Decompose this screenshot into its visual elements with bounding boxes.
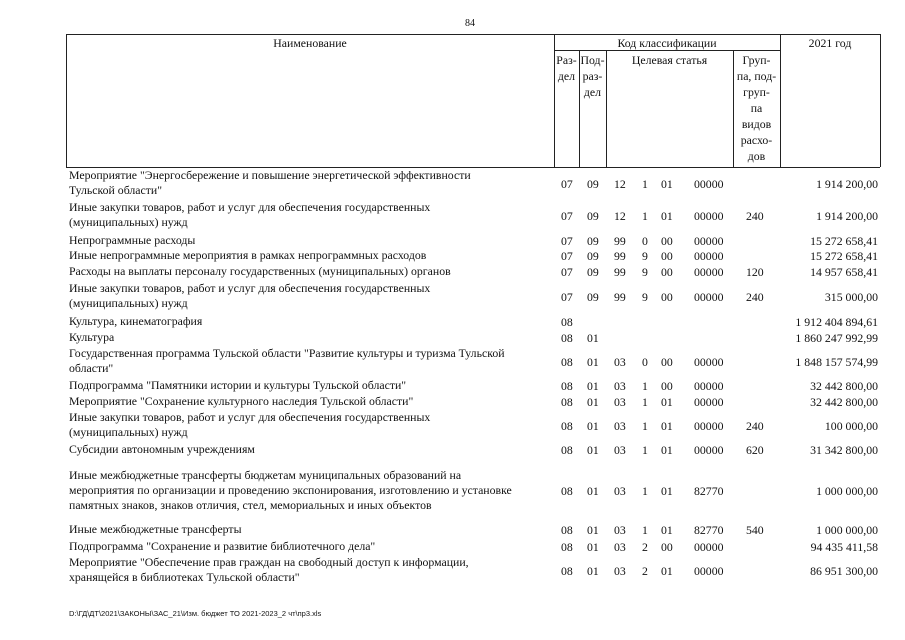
code-p: 01	[587, 484, 599, 498]
code-r: 08	[561, 315, 573, 329]
code-c2: 2	[642, 563, 648, 578]
code-c3: 01	[661, 418, 673, 433]
code-p: 01	[587, 331, 599, 345]
row-name	[69, 468, 555, 513]
code-c3: 00	[661, 289, 673, 304]
code-r: 07	[561, 234, 573, 248]
code-p: 01	[587, 379, 599, 393]
header-celevaya: Целевая статья	[631, 53, 708, 67]
code-c1: 03	[614, 484, 626, 498]
row-name	[69, 394, 555, 409]
code-r: 08	[561, 484, 573, 498]
code-c4: 00000	[694, 540, 724, 554]
row-amount: 1 000 000,00	[816, 484, 878, 498]
code-c2: 0	[642, 234, 648, 248]
row-amount: 14 957 658,41	[810, 265, 878, 279]
row-amount: 1 912 404 894,61	[795, 315, 878, 329]
code-p: 01	[587, 443, 599, 457]
code-c1: 12	[614, 208, 626, 223]
row-name-line: Мероприятие "Обеспечение прав граждан на свободный доступ к информации,	[69, 555, 469, 569]
row-name-line: хранящейся в библиотеках Тульской области"	[69, 570, 300, 584]
code-c2: 1	[642, 484, 648, 498]
code-r: 08	[561, 523, 573, 537]
code-r: 08	[561, 540, 573, 554]
row-amount: 315 000,00	[824, 289, 878, 304]
row-name-line: Тульской области"	[69, 183, 163, 197]
row-amount: 94 435 411,58	[810, 540, 878, 554]
row-name-line: Иные закупки товаров, работ и услуг для обеспечения государственных	[69, 200, 431, 214]
code-r: 07	[561, 249, 573, 263]
code-c3: 01	[661, 484, 673, 498]
row-name	[69, 330, 555, 345]
header-gruppa: Груп- па, под- груп- па видов расхо- дов	[736, 53, 777, 163]
code-g: 540	[746, 523, 764, 537]
code-r: 07	[561, 265, 573, 279]
code-c4: 00000	[694, 395, 724, 409]
code-c4: 00000	[694, 208, 724, 223]
code-r: 08	[561, 418, 573, 433]
code-c2: 1	[642, 379, 648, 393]
row-name	[69, 200, 555, 230]
row-name	[69, 410, 555, 440]
code-c3: 01	[661, 395, 673, 409]
row-amount: 1 860 247 992,99	[795, 331, 878, 345]
row-name	[69, 248, 555, 263]
row-name-line: области"	[69, 361, 114, 375]
code-c1: 03	[614, 418, 626, 433]
code-g: 240	[746, 289, 764, 304]
code-c1: 03	[614, 395, 626, 409]
code-r: 07	[561, 289, 573, 304]
header-razdel: Раз- дел	[556, 53, 577, 83]
code-c2: 0	[642, 354, 648, 369]
header-right-line	[880, 34, 881, 167]
row-name-line: Иные межбюджетные трансферты бюджетам муниципальных образований на	[69, 468, 462, 482]
code-c3: 00	[661, 540, 673, 554]
row-name-line: Иные закупки товаров, работ и услуг для обеспечения государственных	[69, 281, 431, 295]
header-classification: Код классификации	[617, 36, 717, 50]
row-name	[69, 442, 555, 457]
code-c3: 00	[661, 379, 673, 393]
code-c3: 00	[661, 265, 673, 279]
row-name-line: Иные непрограммные мероприятия в рамках непрограммных расходов	[69, 248, 427, 262]
code-c2: 2	[642, 540, 648, 554]
code-c4: 00000	[694, 379, 724, 393]
code-c3: 01	[661, 208, 673, 223]
code-r: 07	[561, 176, 573, 191]
code-c3: 01	[661, 563, 673, 578]
code-r: 08	[561, 443, 573, 457]
code-g: 120	[746, 265, 764, 279]
code-p: 09	[587, 234, 599, 248]
code-p: 01	[587, 395, 599, 409]
row-name	[69, 539, 555, 554]
code-c2: 1	[642, 523, 648, 537]
row-amount: 100 000,00	[824, 418, 878, 433]
page-number: 84	[465, 18, 475, 29]
row-name	[69, 522, 555, 537]
row-name-line: Подпрограмма "Сохранение и развитие библиотечного дела"	[69, 539, 376, 553]
code-c2: 1	[642, 176, 648, 191]
code-c1: 03	[614, 354, 626, 369]
row-amount: 32 442 800,00	[810, 379, 878, 393]
code-r: 08	[561, 354, 573, 369]
code-c4: 82770	[694, 523, 724, 537]
header-name: Наименование	[273, 36, 347, 50]
row-name	[69, 281, 555, 311]
row-name	[69, 314, 555, 329]
code-c2: 1	[642, 443, 648, 457]
code-c2: 9	[642, 265, 648, 279]
row-amount: 32 442 800,00	[810, 395, 878, 409]
code-c1: 99	[614, 249, 626, 263]
code-c4: 00000	[694, 354, 724, 369]
code-c2: 9	[642, 249, 648, 263]
code-r: 08	[561, 563, 573, 578]
row-name-line: (муниципальных) нужд	[69, 425, 188, 439]
code-c2: 9	[642, 289, 648, 304]
row-name	[69, 346, 555, 376]
code-g: 240	[746, 208, 764, 223]
code-g: 240	[746, 418, 764, 433]
code-c3: 00	[661, 249, 673, 263]
code-c1: 99	[614, 265, 626, 279]
code-p: 01	[587, 418, 599, 433]
row-amount: 1 848 157 574,99	[795, 354, 878, 369]
code-p: 09	[587, 249, 599, 263]
header-year: 2021 год	[808, 36, 852, 50]
row-amount: 31 342 800,00	[810, 443, 878, 457]
code-c4: 00000	[694, 176, 724, 191]
code-r: 07	[561, 208, 573, 223]
code-c4: 00000	[694, 563, 724, 578]
col-sep-year	[780, 34, 781, 167]
code-c4: 00000	[694, 289, 724, 304]
code-c1: 03	[614, 563, 626, 578]
row-name-line: Культура	[69, 330, 115, 344]
code-r: 08	[561, 379, 573, 393]
code-r: 08	[561, 395, 573, 409]
row-name-line: Государственная программа Тульской области "Развитие культуры и туризма Тульской	[69, 346, 505, 360]
row-name-line: Непрограммные расходы	[69, 233, 196, 247]
row-amount: 15 272 658,41	[810, 234, 878, 248]
code-p: 09	[587, 289, 599, 304]
row-name-line: Мероприятие "Энергосбережение и повышение энергетической эффективности	[69, 168, 471, 182]
code-c4: 00000	[694, 249, 724, 263]
code-p: 01	[587, 354, 599, 369]
row-name-line: Иные межбюджетные трансферты	[69, 522, 242, 536]
code-c2: 1	[642, 208, 648, 223]
row-amount: 15 272 658,41	[810, 249, 878, 263]
row-name	[69, 555, 555, 585]
row-name	[69, 233, 555, 248]
code-c2: 1	[642, 395, 648, 409]
code-c4: 00000	[694, 234, 724, 248]
code-p: 01	[587, 563, 599, 578]
code-p: 01	[587, 540, 599, 554]
code-p: 01	[587, 523, 599, 537]
code-p: 09	[587, 208, 599, 223]
code-c1: 03	[614, 379, 626, 393]
row-name-line: Субсидии автономным учреждениям	[69, 442, 255, 456]
row-amount: 86 951 300,00	[810, 563, 878, 578]
row-name	[69, 168, 555, 198]
row-name-line: (муниципальных) нужд	[69, 215, 188, 229]
row-name-line: Иные закупки товаров, работ и услуг для обеспечения государственных	[69, 410, 431, 424]
code-c3: 01	[661, 523, 673, 537]
code-c3: 00	[661, 354, 673, 369]
code-c3: 01	[661, 176, 673, 191]
code-r: 08	[561, 331, 573, 345]
row-amount: 1 914 200,00	[816, 176, 878, 191]
file-path-footer: D:\ГД\ДТ\2021\ЗАКОНЫ\ЗАС_21\Изм. бюджет ТО 2021-2023_2 чт\пр3.xls	[69, 609, 322, 618]
code-c3: 00	[661, 234, 673, 248]
row-name-line: Расходы на выплаты персоналу государственных (муниципальных) органов	[69, 264, 451, 278]
code-c1: 03	[614, 523, 626, 537]
code-c4: 00000	[694, 418, 724, 433]
code-c1: 12	[614, 176, 626, 191]
row-name-line: памятных знаков, знаков отличия, стел, мемориальных и иных объектов	[69, 498, 432, 512]
row-name-line: Культура, кинематография	[69, 314, 203, 328]
code-c1: 03	[614, 443, 626, 457]
row-amount: 1 000 000,00	[816, 523, 878, 537]
header-podrazdel: Под- раз- дел	[580, 53, 605, 99]
code-p: 09	[587, 176, 599, 191]
header-left-line	[66, 34, 67, 167]
code-c4: 82770	[694, 484, 724, 498]
code-p: 09	[587, 265, 599, 279]
row-name-line: Подпрограмма "Памятники истории и культуры Тульской области"	[69, 378, 407, 392]
row-name-line: мероприятия по организации и проведению экспонирования, изготовлению и установке	[69, 483, 512, 497]
code-c1: 03	[614, 540, 626, 554]
code-c4: 00000	[694, 265, 724, 279]
code-c3: 01	[661, 443, 673, 457]
row-name	[69, 264, 555, 279]
row-amount: 1 914 200,00	[816, 208, 878, 223]
row-name	[69, 378, 555, 393]
code-c4: 00000	[694, 443, 724, 457]
code-c1: 99	[614, 289, 626, 304]
code-g: 620	[746, 443, 764, 457]
code-c2: 1	[642, 418, 648, 433]
row-name-line: (муниципальных) нужд	[69, 296, 188, 310]
row-name-line: Мероприятие "Сохранение культурного наследия Тульской области"	[69, 394, 414, 408]
code-c1: 99	[614, 234, 626, 248]
